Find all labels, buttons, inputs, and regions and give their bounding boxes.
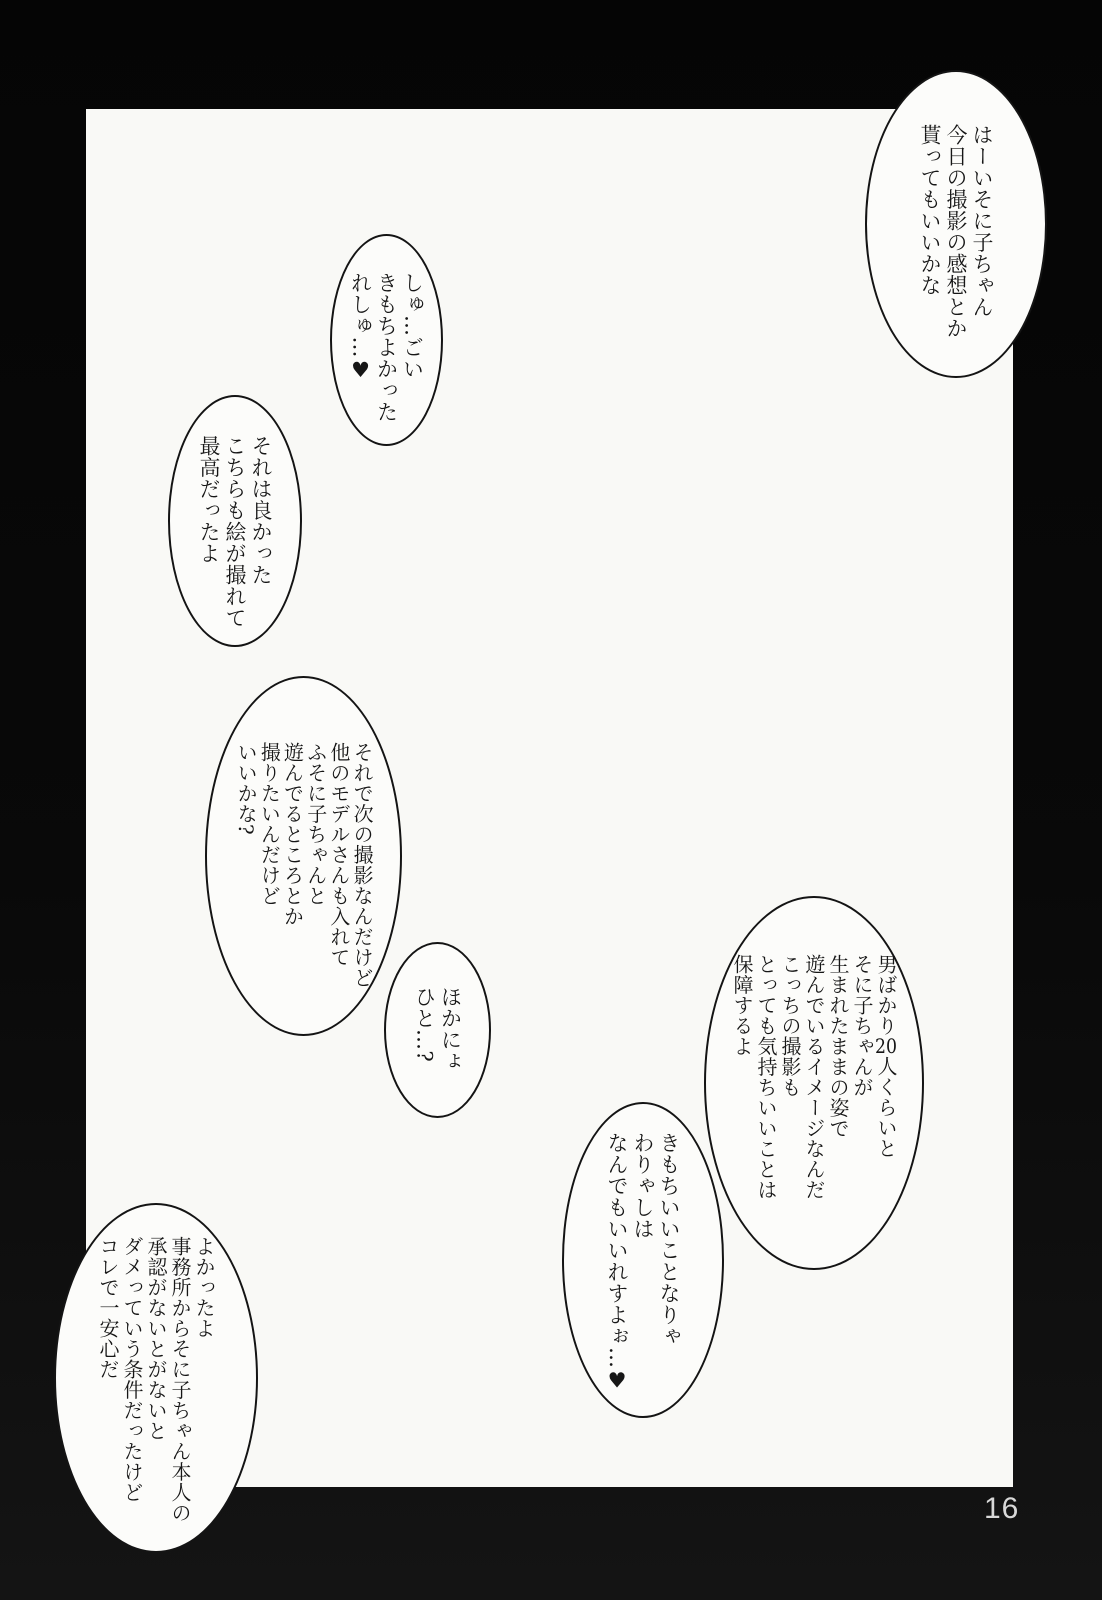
bubble-text-line: れしゅ…♥ (348, 272, 373, 383)
bubble-text-line: なんでもいいれすよぉ…♥ (604, 1132, 629, 1393)
speech-bubble-felt-good (330, 234, 443, 446)
bubble-text-line: 遊んでいるイメージなんだ (802, 954, 826, 1200)
bubble-text-line: きもちよかった (374, 272, 399, 423)
page-number: 16 (984, 1492, 1020, 1525)
speech-bubble-agency-approval (54, 1203, 258, 1553)
bubble-text-line: とっても気持ちいいことは (754, 954, 778, 1200)
bubble-text-line: しゅ…ごい (400, 272, 425, 380)
bubble-text-line: ダメっていう条件だったけど (120, 1236, 144, 1503)
bubble-text-line: ほかにょ (438, 986, 463, 1072)
bubble-text-line: それは良かった (249, 435, 274, 586)
bubble-text-line: 遊んでるところとか (280, 742, 305, 927)
bubble-text-line: それで次の撮影なんだけど (350, 742, 375, 988)
speech-bubble-twenty-men-description (704, 896, 924, 1270)
speech-bubble-feedback-request (865, 70, 1047, 378)
bubble-text-line: 生まれたままの姿で (826, 954, 850, 1139)
bubble-text-segment: 男ばかり (874, 954, 898, 1036)
bubble-text-line: そに子ちゃんが (850, 954, 874, 1098)
speech-bubble-next-shoot-proposal (205, 676, 402, 1036)
bubble-text-line: 他のモデルさんも入れて (326, 742, 351, 968)
bubble-text-line: いいかな? (234, 742, 259, 836)
bubble-text-line: 撮りたいんだけど (257, 742, 282, 906)
bubble-text-line: 承認がないとがないと (144, 1236, 168, 1441)
bubble-text-line: きもちいいことなりゃ (657, 1132, 682, 1347)
bubble-text-line: ふそに子ちゃんと (303, 742, 328, 906)
bubble-text-line: ひと…? (412, 986, 437, 1063)
speech-bubble-anything-is-fine (562, 1102, 724, 1418)
bubble-text-line (874, 954, 898, 1200)
bubble-text-line: 最高だったよ (196, 435, 221, 564)
bubble-text-segment: 人くらいと (874, 1056, 898, 1159)
speech-bubble-other-people-question (384, 942, 491, 1118)
tatechuyoko-number: 20 (875, 1036, 897, 1056)
bubble-text-line: 今日の撮影の感想とか (944, 124, 969, 339)
bubble-text-line: 貰ってもいいかな (917, 124, 942, 296)
bubble-text-line: こっちの撮影も (778, 954, 802, 1098)
bubble-text-line: こちらも絵が撮れて (223, 435, 248, 629)
bubble-text-line: 事務所からそに子ちゃん本人の (168, 1236, 192, 1523)
bubble-text-line: 保障するよ (730, 954, 754, 1057)
bubble-text-line: よかったよ (192, 1236, 216, 1339)
bubble-text-line: わりゃしは (631, 1132, 656, 1240)
bubble-text-line: コレで一安心だ (96, 1236, 120, 1380)
bubble-text-line: はーいそに子ちゃん (970, 124, 995, 318)
speech-bubble-great-shots (168, 395, 302, 647)
